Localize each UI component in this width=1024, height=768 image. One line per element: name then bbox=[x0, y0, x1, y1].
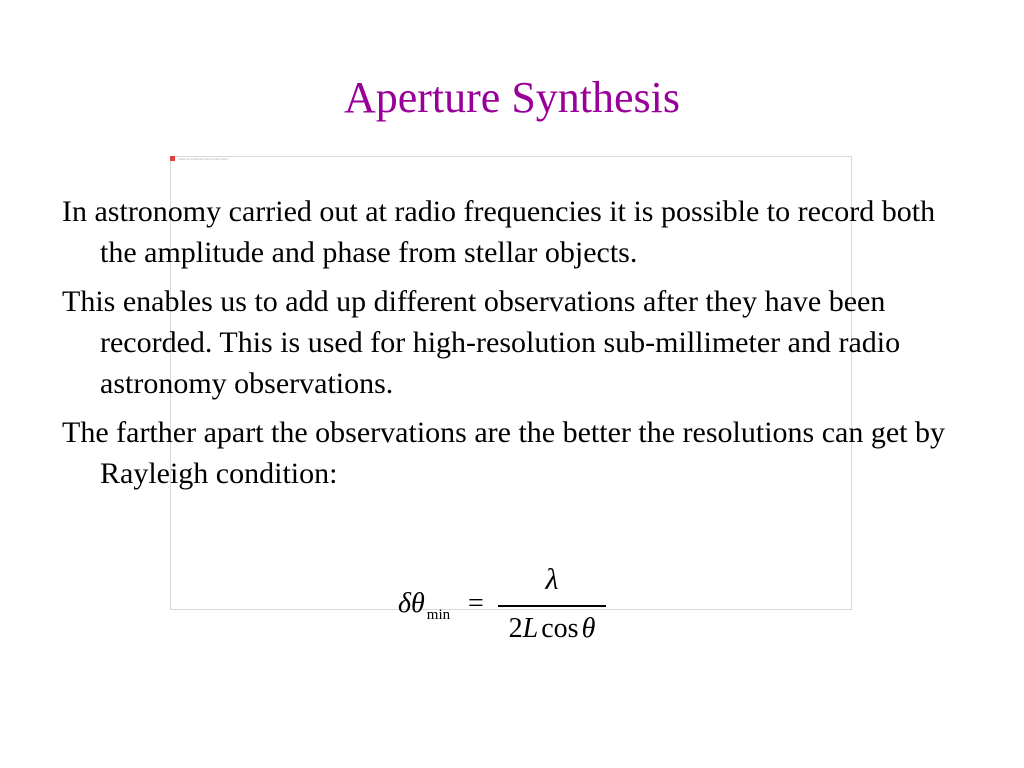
formula-equals: = bbox=[468, 588, 484, 619]
embedded-object-caption: Aperture Synthesis and interferometry bbox=[178, 157, 229, 161]
bullet-add-observations: This enables us to add up different observations after they have been recorded. This is used for high-resolution sub-millimeter and radio astronomy observations. bbox=[62, 285, 901, 400]
slide-body bbox=[62, 191, 972, 502]
formula-numerator: λ bbox=[545, 563, 559, 596]
bullet-radio-astronomy: In astronomy carried out at radio frequencies it is possible to record both the amplitude and phase from stellar objects. bbox=[62, 195, 936, 269]
formula-lhs-symbol: δθ bbox=[398, 588, 425, 619]
formula-denominator-variable: L bbox=[522, 613, 539, 644]
formula-denominator-coefficient: 2 bbox=[508, 613, 523, 644]
formula-fraction-bar bbox=[498, 605, 606, 607]
bullet-rayleigh-condition: The farther apart the observations are the better the resolutions can get by Rayleigh condition: bbox=[62, 416, 945, 490]
rayleigh-formula bbox=[398, 563, 618, 653]
formula-denominator-angle: θ bbox=[581, 613, 596, 644]
formula-lhs bbox=[398, 588, 451, 623]
formula-denominator bbox=[498, 613, 606, 645]
formula-denominator-function: cos bbox=[541, 613, 579, 644]
slide-title: Aperture Synthesis bbox=[343, 73, 681, 122]
formula-lhs-subscript: min bbox=[426, 607, 451, 623]
embedded-object-icon bbox=[170, 156, 175, 161]
